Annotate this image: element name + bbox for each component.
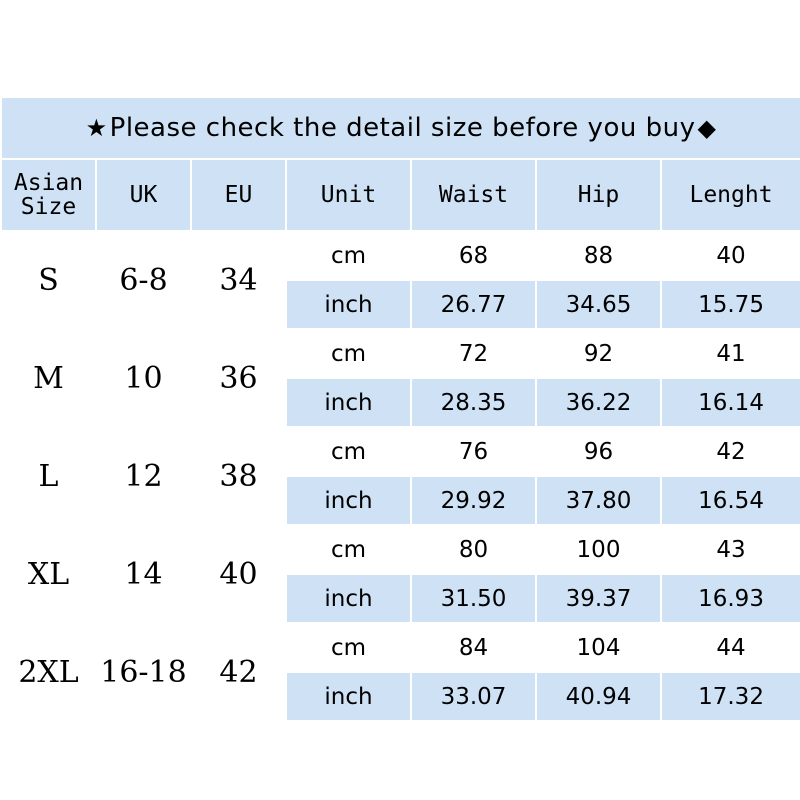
table-row	[1, 231, 800, 280]
cell-waist-inch: 33.07	[411, 672, 536, 721]
cell-length-inch: 17.32	[661, 672, 800, 721]
diamond-icon: ◆	[697, 114, 717, 142]
cell-length-cm: 42	[661, 427, 800, 476]
cell-eu: 42	[191, 623, 286, 721]
cell-asian-size: XL	[1, 525, 96, 623]
cell-unit-cm: cm	[286, 525, 411, 574]
table-row	[1, 525, 800, 574]
cell-unit-inch: inch	[286, 476, 411, 525]
column-header-unit: Unit	[286, 159, 411, 231]
cell-hip-inch: 40.94	[536, 672, 661, 721]
cell-waist-inch: 29.92	[411, 476, 536, 525]
column-header-uk: UK	[96, 159, 191, 231]
cell-length-cm: 41	[661, 329, 800, 378]
cell-length-cm: 40	[661, 231, 800, 280]
cell-length-inch: 16.93	[661, 574, 800, 623]
column-header-eu: EU	[191, 159, 286, 231]
cell-hip-cm: 92	[536, 329, 661, 378]
cell-waist-inch: 26.77	[411, 280, 536, 329]
cell-uk: 16-18	[96, 623, 191, 721]
cell-hip-cm: 100	[536, 525, 661, 574]
cell-waist-cm: 68	[411, 231, 536, 280]
cell-unit-inch: inch	[286, 672, 411, 721]
table-row	[1, 623, 800, 672]
cell-eu: 40	[191, 525, 286, 623]
cell-unit-inch: inch	[286, 574, 411, 623]
cell-waist-cm: 80	[411, 525, 536, 574]
cell-eu: 38	[191, 427, 286, 525]
cell-length-inch: 16.14	[661, 378, 800, 427]
cell-unit-inch: inch	[286, 378, 411, 427]
cell-waist-cm: 84	[411, 623, 536, 672]
cell-hip-inch: 34.65	[536, 280, 661, 329]
cell-eu: 36	[191, 329, 286, 427]
cell-waist-inch: 31.50	[411, 574, 536, 623]
cell-asian-size: S	[1, 231, 96, 329]
cell-uk: 6-8	[96, 231, 191, 329]
cell-hip-inch: 39.37	[536, 574, 661, 623]
cell-unit-cm: cm	[286, 427, 411, 476]
cell-length-cm: 44	[661, 623, 800, 672]
cell-asian-size: L	[1, 427, 96, 525]
column-header-asian-size: Asian Size	[1, 159, 96, 231]
cell-hip-inch: 36.22	[536, 378, 661, 427]
banner-text: Please check the detail size before you buy	[109, 113, 696, 143]
cell-waist-inch: 28.35	[411, 378, 536, 427]
cell-unit-cm: cm	[286, 231, 411, 280]
banner-cell	[1, 97, 800, 159]
banner-row	[1, 97, 800, 159]
header-row	[1, 159, 800, 231]
star-icon: ★	[85, 114, 108, 142]
cell-waist-cm: 76	[411, 427, 536, 476]
column-header-hip: Hip	[536, 159, 661, 231]
table-row	[1, 329, 800, 378]
cell-unit-inch: inch	[286, 280, 411, 329]
cell-asian-size: 2XL	[1, 623, 96, 721]
cell-eu: 34	[191, 231, 286, 329]
size-chart-table	[0, 96, 800, 722]
cell-length-cm: 43	[661, 525, 800, 574]
cell-asian-size: M	[1, 329, 96, 427]
cell-waist-cm: 72	[411, 329, 536, 378]
cell-unit-cm: cm	[286, 623, 411, 672]
cell-length-inch: 16.54	[661, 476, 800, 525]
column-header-waist: Waist	[411, 159, 536, 231]
table-row	[1, 427, 800, 476]
cell-unit-cm: cm	[286, 329, 411, 378]
cell-hip-cm: 96	[536, 427, 661, 476]
cell-length-inch: 15.75	[661, 280, 800, 329]
cell-uk: 14	[96, 525, 191, 623]
column-header-length: Lenght	[661, 159, 800, 231]
cell-hip-cm: 104	[536, 623, 661, 672]
cell-hip-cm: 88	[536, 231, 661, 280]
cell-uk: 12	[96, 427, 191, 525]
cell-hip-inch: 37.80	[536, 476, 661, 525]
cell-uk: 10	[96, 329, 191, 427]
